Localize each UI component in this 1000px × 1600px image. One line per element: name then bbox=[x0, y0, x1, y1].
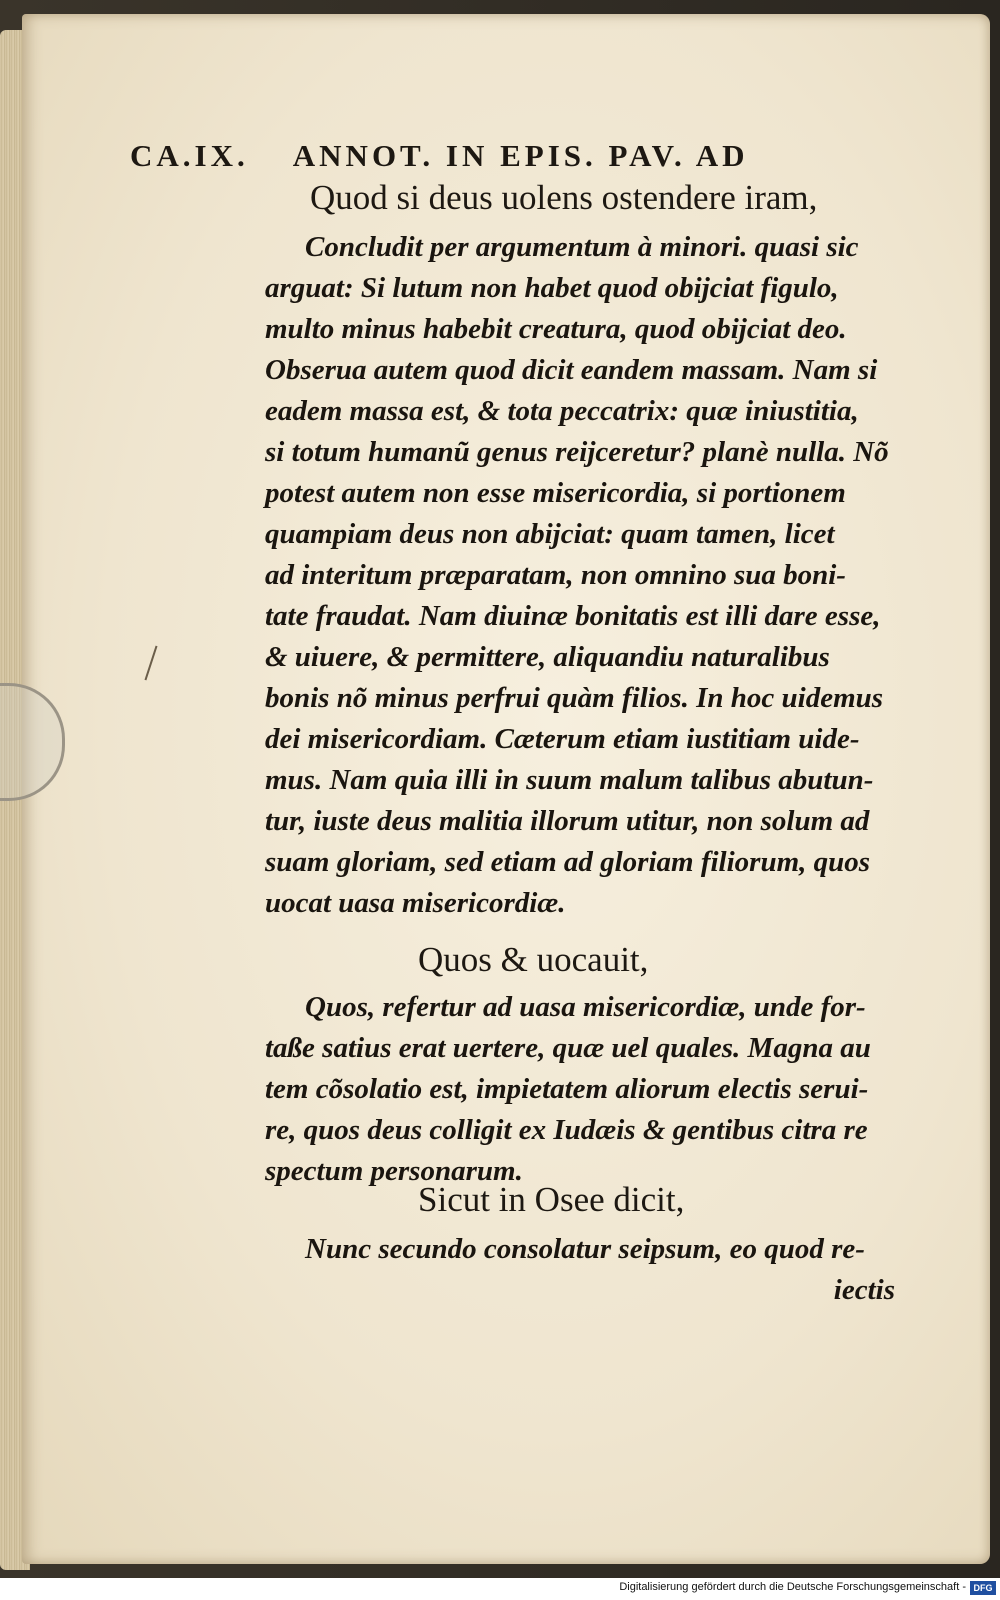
dfg-logo: DFG bbox=[970, 1581, 996, 1595]
text-line: tur, iuste deus malitia illorum utitur, non solum ad bbox=[265, 805, 870, 837]
text-line: mus. Nam quia illi in suum malum talibus abutun- bbox=[265, 764, 874, 796]
lemma-heading: Sicut in Osee dicit, bbox=[418, 1180, 685, 1219]
text-line: arguat: Si lutum non habet quod obijciat figulo, bbox=[265, 272, 839, 304]
commentary-paragraph bbox=[265, 227, 895, 924]
text-line: multo minus habebit creatura, quod obijciat deo. bbox=[265, 313, 847, 345]
text-line: bonis nõ minus perfrui quàm filios. In hoc uidemus bbox=[265, 682, 884, 714]
running-head bbox=[130, 138, 870, 174]
text-line: Obserua autem quod dicit eandem massam. Nam si bbox=[265, 354, 878, 386]
commentary-paragraph bbox=[265, 987, 895, 1192]
text-line: taße satius erat uertere, quæ uel quales. Magna au bbox=[265, 1032, 871, 1064]
text-line: dei misericordiam. Cæterum etiam iustitiam uide- bbox=[265, 723, 860, 755]
digitization-credit: Digitalisierung gefördert durch die Deutsche Forschungsgemeinschaft - bbox=[619, 1581, 966, 1593]
text-line: tem cõsolatio est, impietatem aliorum electis serui- bbox=[265, 1073, 869, 1105]
text-line: Quos, refertur ad uasa misericordiæ, unde for- bbox=[305, 991, 866, 1023]
lemma-heading: Quos & uocauit, bbox=[418, 940, 649, 979]
text-line: suam gloriam, sed etiam ad gloriam filiorum, quos bbox=[265, 846, 871, 878]
catchword: iectis bbox=[833, 1274, 895, 1306]
text-line: spectum personarum. bbox=[265, 1155, 523, 1187]
text-line: Nunc secundo consolatur seipsum, eo quod re- bbox=[305, 1233, 865, 1265]
text-line: Concludit per argumentum à minori. quasi sic bbox=[305, 231, 859, 263]
chapter-number: CA.IX. bbox=[130, 138, 249, 173]
text-line: uocat uasa misericordiæ. bbox=[265, 887, 566, 919]
text-line: re, quos deus colligit ex Iudæis & gentibus citra re bbox=[265, 1114, 868, 1146]
text-line: eadem massa est, & tota peccatrix: quæ iniustitia, bbox=[265, 395, 859, 427]
footer-bar bbox=[0, 1578, 1000, 1600]
lemma-heading: Quod si deus uolens ostendere iram, bbox=[310, 178, 818, 217]
text-line: ad interitum præparatam, non omnino sua boni- bbox=[265, 559, 846, 591]
commentary-paragraph bbox=[265, 1229, 895, 1311]
text-line: si totum humanũ genus reijceretur? planè nulla. Nõ bbox=[265, 436, 889, 468]
running-title: ANNOT. IN EPIS. PAV. AD bbox=[292, 138, 749, 173]
text-line: potest autem non esse misericordia, si portionem bbox=[265, 477, 846, 509]
text-line: tate fraudat. Nam diuinæ bonitatis est illi dare esse, bbox=[265, 600, 881, 632]
text-line: quampiam deus non abijciat: quam tamen, licet bbox=[265, 518, 835, 550]
text-line: & uiuere, & permittere, aliquandiu naturalibus bbox=[265, 641, 830, 673]
